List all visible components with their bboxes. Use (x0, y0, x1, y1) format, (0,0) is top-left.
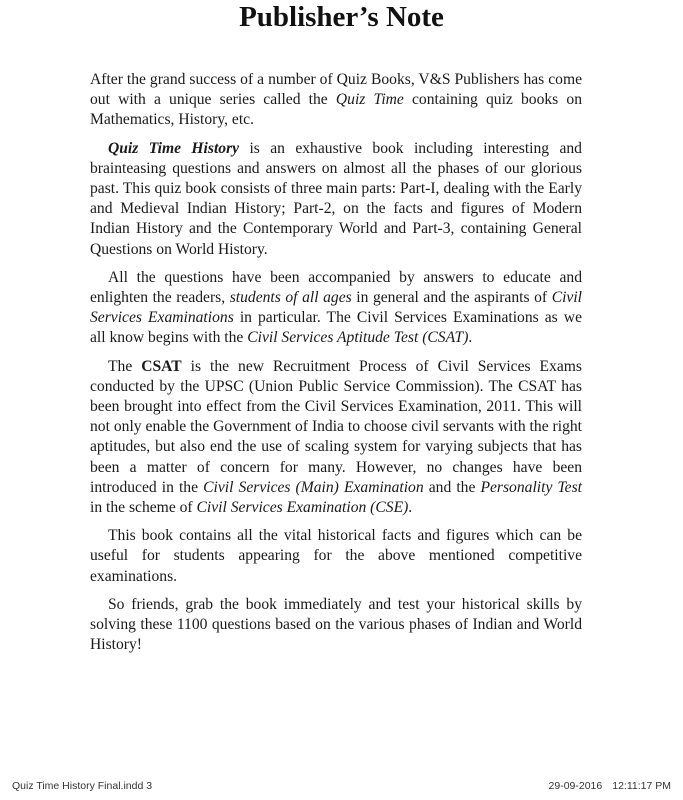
footer-time: 12:11:17 PM (612, 780, 671, 792)
page-title: Publisher’s Note (239, 1, 444, 33)
text-run: . (468, 329, 473, 347)
paragraph-csat (90, 357, 582, 519)
text-run: in general and the aspirants of (351, 289, 552, 307)
paragraph-book-description (90, 139, 582, 260)
footer-file-name: Quiz Time History Final.indd 3 (12, 780, 153, 792)
text-run: This book contains all the vital historical facts and figures which can be useful for students appearing for the above mentioned competitive examinations. (90, 527, 582, 585)
text-run: So friends, grab the book immediately and test your historical skills by solving these 1100 questions based on the various phases of Indian and World History! (90, 595, 582, 654)
text-run: in particular. The Civil Services Examinations as we all know begins with the (90, 309, 582, 347)
text-run: . (408, 499, 413, 517)
emphasis-text: students of all ages (229, 289, 352, 307)
emphasis-text: Personality Test (480, 478, 583, 496)
text-run: is an exhaustive book including interesting and brainteasing questions and answers on almost all the phases of our glorious past. This quiz book consists of three main parts: Part-I, dealing with the Early and Medieval Indian History; Part-2, on the facts and figures of Modern Indian History and the Contemporary World and Part-3, containing General Questions on World History. (90, 139, 582, 258)
series-name: Quiz Time (335, 91, 404, 109)
text-run: The (108, 357, 142, 375)
paragraph-usefulness (90, 526, 582, 587)
emphasis-text: Civil Services Aptitude Test (CSAT) (247, 329, 469, 347)
text-run: is the new Recruitment Process of Civil Services Exams conducted by the UPSC (Union Public Service Commission). The CSAT has been brought into effect from the Civil Services Examination, 2011. This will not only enable the Government of India to choose civil servants with the right aptitudes, but also end the use of scaling system for varying subjects that has been a matter of concern for many. However, no changes have been introduced in the (90, 357, 582, 496)
paragraph-closing (90, 595, 582, 656)
footer-date: 29-09-2016 (548, 780, 603, 792)
csat-term: CSAT (141, 357, 182, 375)
emphasis-text: Civil Services Examination (CSE) (196, 499, 409, 517)
text-run: All the questions have been accompanied by answers to educate and enlighten the readers, (90, 268, 582, 307)
text-run: and the (423, 478, 481, 496)
paragraph-intro (90, 70, 582, 131)
text-run: After the grand success of a number of Quiz Books, V&S Publishers has come out with a unique series called the (90, 71, 582, 109)
emphasis-text: Civil Services Examinations (90, 289, 583, 327)
text-run: containing quiz books on Mathematics, History, etc. (90, 91, 582, 129)
publishers-note-body (90, 70, 582, 663)
print-footer (0, 780, 683, 796)
book-title: Quiz Time History (108, 139, 240, 157)
footer-timestamp (549, 780, 671, 792)
text-run: in the scheme of (90, 499, 197, 517)
emphasis-text: Civil Services (Main) Examination (203, 478, 424, 496)
paragraph-audience (90, 268, 582, 349)
